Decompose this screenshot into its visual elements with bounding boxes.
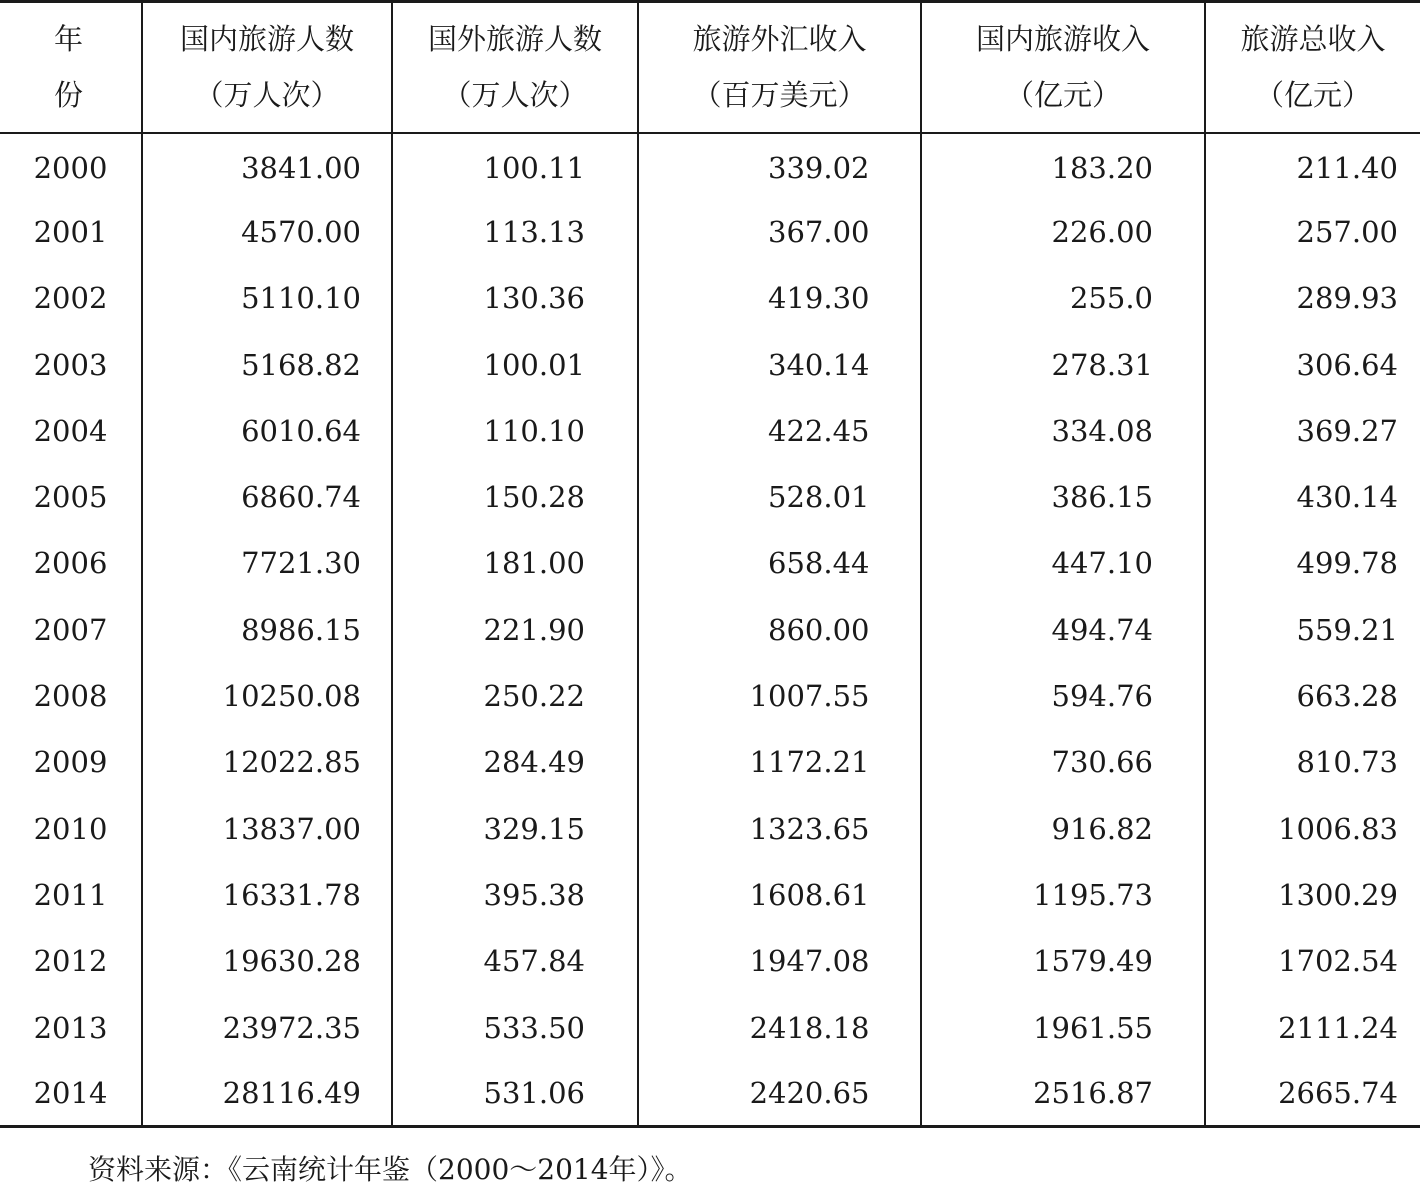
cell-year: 2010 [33, 811, 108, 846]
cell-value: 1300.29 [1278, 877, 1398, 912]
cell-foreign-visitors [392, 133, 638, 199]
cell-year: 2004 [33, 413, 108, 448]
cell-foreign-visitors [392, 331, 638, 397]
table-row [0, 398, 1420, 464]
cell-value: 367.00 [768, 214, 870, 249]
cell-value: 594.76 [1051, 679, 1153, 714]
cell-value: 257.00 [1296, 214, 1398, 249]
cell-value: 5168.82 [241, 347, 361, 382]
cell-total-income [1205, 663, 1420, 729]
cell-foreign-visitors [392, 729, 638, 795]
cell-value: 663.28 [1296, 679, 1398, 714]
cell-value: 12022.85 [222, 745, 361, 780]
cell-value: 110.10 [483, 413, 585, 448]
cell-domestic-visitors [142, 729, 392, 795]
table-row [0, 862, 1420, 928]
cell-value: 1007.55 [749, 679, 870, 714]
table-row [0, 663, 1420, 729]
cell-value: 916.82 [1051, 811, 1153, 846]
cell-domestic-visitors [142, 265, 392, 331]
header-foreign-visitors [392, 2, 638, 133]
cell-value: 4570.00 [241, 214, 361, 249]
cell-year: 2008 [33, 679, 108, 714]
header-domestic-income-unit: （亿元） [1004, 78, 1121, 113]
cell-year: 2007 [33, 612, 108, 647]
cell-value: 422.45 [768, 413, 870, 448]
cell-year: 2000 [33, 150, 108, 185]
cell-forex-income [638, 1061, 921, 1127]
cell-domestic-income [921, 331, 1205, 397]
cell-value: 395.38 [483, 877, 585, 912]
cell-value: 1579.49 [1033, 944, 1153, 979]
table-row [0, 133, 1420, 199]
cell-value: 3841.00 [241, 150, 361, 185]
cell-domestic-income [921, 530, 1205, 596]
cell-forex-income [638, 133, 921, 199]
cell-foreign-visitors [392, 398, 638, 464]
header-year [0, 2, 142, 133]
cell-total-income [1205, 199, 1420, 265]
cell-domestic-income [921, 265, 1205, 331]
header-total-income [1205, 2, 1420, 133]
cell-value: 100.01 [483, 347, 585, 382]
cell-domestic-visitors [142, 597, 392, 663]
cell-value: 16331.78 [222, 877, 361, 912]
cell-forex-income [638, 398, 921, 464]
cell-value: 559.21 [1296, 612, 1398, 647]
cell-domestic-income [921, 729, 1205, 795]
header-row [0, 2, 1420, 133]
cell-value: 6860.74 [241, 480, 361, 515]
header-domestic-visitors-unit: （万人次） [194, 78, 340, 113]
cell-value: 8986.15 [241, 612, 361, 647]
table-row [0, 729, 1420, 795]
cell-domestic-income [921, 663, 1205, 729]
cell-domestic-income [921, 597, 1205, 663]
cell-value: 730.66 [1051, 745, 1153, 780]
header-domestic-visitors-title: 国内旅游人数 [179, 22, 354, 57]
table-row [0, 265, 1420, 331]
cell-total-income [1205, 331, 1420, 397]
cell-value: 447.10 [1051, 546, 1153, 581]
cell-forex-income [638, 199, 921, 265]
cell-value: 306.64 [1296, 347, 1398, 382]
cell-domestic-visitors [142, 1061, 392, 1127]
cell-domestic-visitors [142, 133, 392, 199]
cell-year: 2009 [33, 745, 108, 780]
cell-value: 181.00 [483, 546, 585, 581]
cell-value: 1608.61 [749, 877, 870, 912]
cell-foreign-visitors [392, 928, 638, 994]
cell-value: 369.27 [1296, 413, 1398, 448]
cell-domestic-income [921, 1061, 1205, 1127]
cell-value: 150.28 [483, 480, 585, 515]
cell-value: 2665.74 [1278, 1076, 1398, 1111]
cell-value: 386.15 [1051, 480, 1153, 515]
cell-domestic-visitors [142, 994, 392, 1060]
cell-value: 2418.18 [749, 1010, 870, 1045]
cell-foreign-visitors [392, 994, 638, 1060]
source-note: 资料来源：《云南统计年鉴（2000～2014年）》。 [88, 1153, 693, 1186]
cell-domestic-income [921, 795, 1205, 861]
header-year-label: 年份 [53, 22, 117, 113]
header-domestic-income [921, 2, 1205, 133]
cell-value: 1947.08 [749, 944, 870, 979]
cell-total-income [1205, 928, 1420, 994]
cell-domestic-visitors [142, 862, 392, 928]
cell-value: 457.84 [483, 944, 585, 979]
cell-domestic-income [921, 398, 1205, 464]
cell-value: 334.08 [1051, 413, 1153, 448]
cell-foreign-visitors [392, 265, 638, 331]
cell-forex-income [638, 597, 921, 663]
cell-forex-income [638, 331, 921, 397]
cell-value: 2111.24 [1278, 1010, 1398, 1045]
cell-value: 13837.00 [222, 811, 361, 846]
cell-year: 2003 [33, 347, 108, 382]
cell-value: 10250.08 [222, 679, 361, 714]
cell-value: 810.73 [1296, 745, 1398, 780]
table-row [0, 199, 1420, 265]
cell-forex-income [638, 530, 921, 596]
cell-domestic-visitors [142, 795, 392, 861]
header-foreign-visitors-unit: （万人次） [442, 78, 588, 113]
cell-value: 289.93 [1296, 281, 1398, 316]
cell-domestic-income [921, 133, 1205, 199]
cell-value: 19630.28 [222, 944, 361, 979]
cell-value: 1006.83 [1278, 811, 1398, 846]
cell-value: 499.78 [1296, 546, 1398, 581]
cell-year: 2005 [33, 480, 108, 515]
cell-value: 226.00 [1051, 214, 1153, 249]
cell-value: 531.06 [483, 1076, 585, 1111]
header-domestic-income-title: 国内旅游收入 [975, 22, 1150, 57]
cell-foreign-visitors [392, 199, 638, 265]
cell-total-income [1205, 398, 1420, 464]
cell-forex-income [638, 994, 921, 1060]
cell-foreign-visitors [392, 597, 638, 663]
cell-value: 1195.73 [1033, 877, 1153, 912]
cell-value: 2420.65 [749, 1076, 870, 1111]
table-row [0, 597, 1420, 663]
cell-forex-income [638, 464, 921, 530]
cell-value: 278.31 [1051, 347, 1153, 382]
cell-value: 23972.35 [222, 1010, 361, 1045]
cell-value: 221.90 [483, 612, 585, 647]
cell-forex-income [638, 663, 921, 729]
cell-year: 2014 [0, 1061, 142, 1127]
cell-year: 2001 [33, 214, 108, 249]
table-row [0, 928, 1420, 994]
cell-value: 130.36 [483, 281, 585, 316]
table-header [0, 2, 1420, 133]
cell-year: 2013 [33, 1010, 108, 1045]
header-foreign-visitors-title: 国外旅游人数 [427, 22, 602, 57]
cell-domestic-visitors [142, 928, 392, 994]
header-forex-income-unit: （百万美元） [692, 78, 867, 113]
cell-domestic-visitors [142, 663, 392, 729]
cell-value: 100.11 [483, 150, 585, 185]
table-row [0, 331, 1420, 397]
cell-foreign-visitors [392, 1061, 638, 1127]
header-forex-income-title: 旅游外汇收入 [692, 22, 867, 57]
cell-foreign-visitors [392, 530, 638, 596]
cell-value: 528.01 [768, 480, 870, 515]
cell-value: 1323.65 [749, 811, 870, 846]
table-row [0, 994, 1420, 1060]
cell-value: 28116.49 [222, 1076, 361, 1111]
cell-value: 1702.54 [1278, 944, 1398, 979]
cell-value: 430.14 [1296, 480, 1398, 515]
cell-domestic-income [921, 994, 1205, 1060]
cell-domestic-income [921, 464, 1205, 530]
cell-value: 419.30 [768, 281, 870, 316]
cell-value: 339.02 [768, 150, 870, 185]
cell-value: 1172.21 [749, 745, 870, 780]
cell-total-income [1205, 994, 1420, 1060]
cell-value: 211.40 [1296, 150, 1398, 185]
cell-value: 250.22 [483, 679, 585, 714]
cell-total-income [1205, 1061, 1420, 1127]
cell-forex-income [638, 265, 921, 331]
cell-foreign-visitors [392, 663, 638, 729]
cell-value: 284.49 [483, 745, 585, 780]
header-total-income-unit: （亿元） [1254, 78, 1371, 113]
cell-value: 658.44 [768, 546, 870, 581]
cell-value: 494.74 [1051, 612, 1153, 647]
cell-foreign-visitors [392, 795, 638, 861]
cell-domestic-visitors [142, 199, 392, 265]
cell-foreign-visitors [392, 464, 638, 530]
cell-value: 1961.55 [1033, 1010, 1153, 1045]
cell-domestic-visitors [142, 398, 392, 464]
cell-value: 533.50 [483, 1010, 585, 1045]
header-total-income-title: 旅游总收入 [1240, 22, 1386, 57]
cell-value: 113.13 [483, 214, 585, 249]
header-domestic-visitors [142, 2, 392, 133]
cell-total-income [1205, 133, 1420, 199]
cell-forex-income [638, 862, 921, 928]
cell-value: 255.0 [1069, 281, 1153, 316]
cell-total-income [1205, 464, 1420, 530]
cell-value: 860.00 [768, 612, 870, 647]
cell-total-income [1205, 530, 1420, 596]
cell-total-income [1205, 795, 1420, 861]
cell-domestic-income [921, 199, 1205, 265]
cell-total-income [1205, 265, 1420, 331]
cell-domestic-visitors [142, 331, 392, 397]
table-row [0, 530, 1420, 596]
cell-domestic-income [921, 862, 1205, 928]
cell-value: 183.20 [1051, 150, 1153, 185]
cell-forex-income [638, 729, 921, 795]
cell-forex-income [638, 928, 921, 994]
table-body [0, 133, 1420, 1127]
cell-year: 2012 [33, 944, 108, 979]
cell-year: 2006 [33, 546, 108, 581]
cell-total-income [1205, 729, 1420, 795]
table-row [0, 795, 1420, 861]
cell-total-income [1205, 862, 1420, 928]
cell-domestic-visitors [142, 464, 392, 530]
cell-domestic-income [921, 928, 1205, 994]
cell-total-income [1205, 597, 1420, 663]
cell-value: 7721.30 [241, 546, 361, 581]
cell-value: 5110.10 [241, 281, 361, 316]
cell-foreign-visitors [392, 862, 638, 928]
header-forex-income [638, 2, 921, 133]
cell-forex-income [638, 795, 921, 861]
cell-value: 340.14 [768, 347, 870, 382]
table-row [0, 1061, 1420, 1127]
cell-value: 329.15 [483, 811, 585, 846]
cell-value: 6010.64 [241, 413, 361, 448]
cell-year: 2011 [33, 877, 108, 912]
cell-value: 2516.87 [1033, 1076, 1153, 1111]
cell-domestic-visitors [142, 530, 392, 596]
cell-year: 2002 [33, 281, 108, 316]
table-row [0, 464, 1420, 530]
